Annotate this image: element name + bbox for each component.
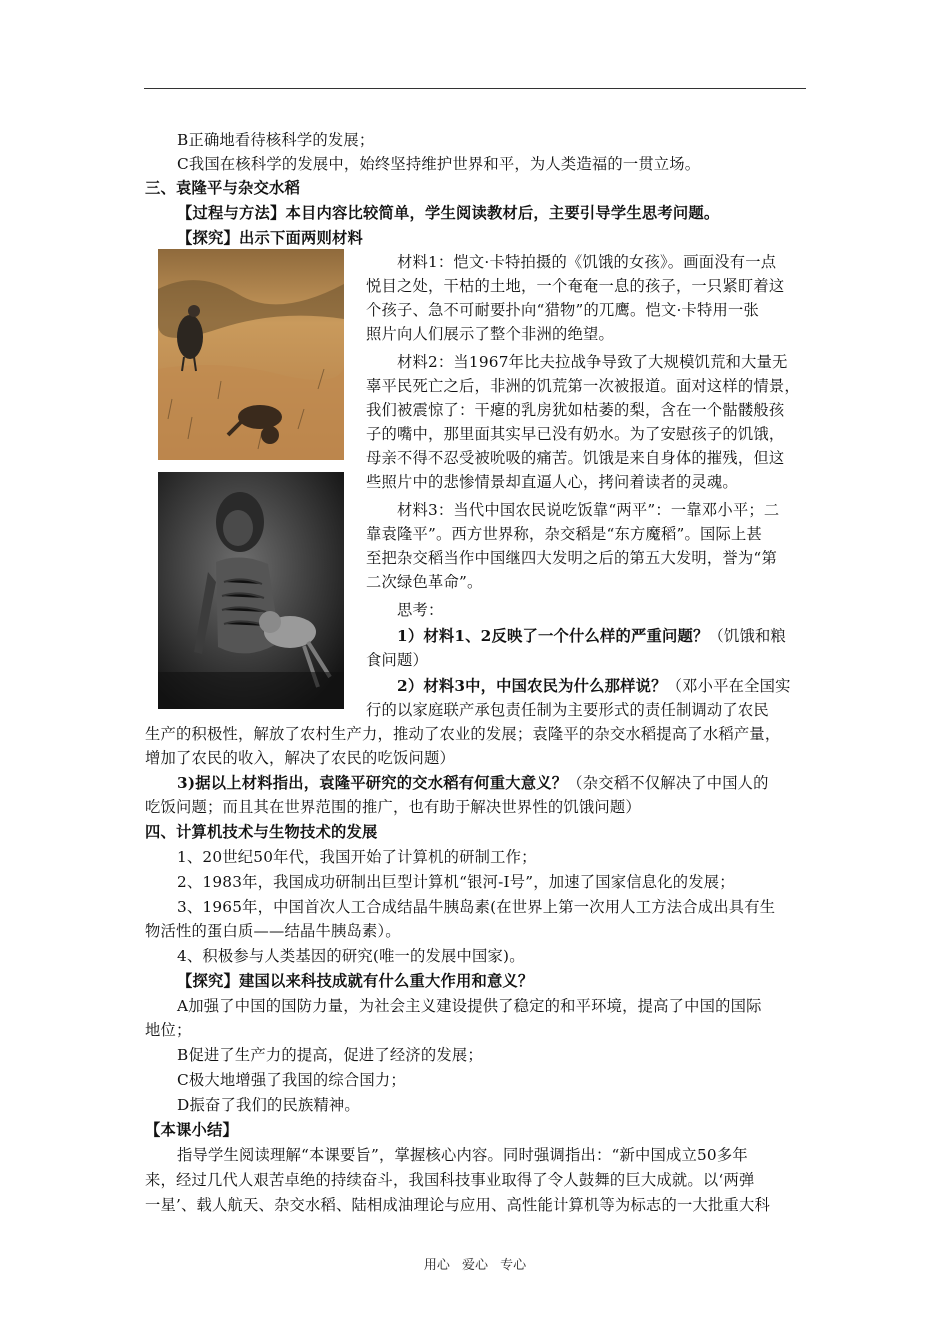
header-rule	[144, 88, 806, 89]
text-line	[145, 919, 401, 943]
text-segment: 食问题）	[366, 651, 428, 669]
famine-mother-child-photo	[158, 472, 344, 709]
text-line	[366, 648, 428, 672]
vulture-child-image	[158, 249, 344, 460]
text-line	[366, 674, 791, 698]
text-line	[366, 698, 769, 722]
text-segment: B促进了生产力的提高，促进了经济的发展；	[177, 1046, 483, 1064]
text-line	[177, 944, 525, 968]
text-line	[177, 1143, 748, 1167]
text-segment: 增加了农民的收入，解决了农民的吃饭问题）	[145, 749, 455, 767]
text-segment: （饥饿和粮	[708, 627, 786, 645]
bold-segment: 【本课小结】	[145, 1121, 238, 1139]
text-segment: 来，经过几代人艰苦卓绝的持续奋斗，我国科技事业取得了令人鼓舞的巨大成就。以‘两弹	[145, 1171, 755, 1189]
text-line	[145, 1193, 770, 1217]
text-segment: 物活性的蛋白质——结晶牛胰岛素）。	[145, 922, 401, 940]
text-line	[177, 1068, 406, 1092]
text-line: 材料2：当1967年比夫拉战争导致了大规模饥荒和大量无	[366, 353, 788, 371]
text-line	[145, 1118, 238, 1142]
text-line: 【过程与方法】本目内容比较简单，学生阅读教材后，主要引导学生思考问题。	[177, 204, 720, 222]
text-line: 我们被震惊了：干瘪的乳房犹如枯萎的梨，含在一个骷髅般孩	[366, 401, 785, 419]
text-line	[177, 969, 533, 993]
text-line: C我国在核科学的发展中，始终坚持维护世界和平，为人类造福的一贯立场。	[177, 155, 701, 173]
page-footer	[0, 1254, 950, 1273]
starving-girl-photo	[158, 249, 344, 460]
text-segment: 吃饭问题；而且其在世界范围的推广，也有助于解决世界性的饥饿问题）	[145, 798, 641, 816]
text-line	[145, 746, 455, 770]
text-line	[177, 994, 762, 1018]
text-line	[145, 1018, 192, 1042]
text-line: 辜平民死亡之后，非洲的饥荒第一次被报道。面对这样的情景，	[366, 377, 800, 395]
text-segment: 4、积极参与人类基因的研究(唯一的发展中国家)。	[177, 947, 525, 965]
text-line	[145, 795, 641, 819]
text-segment: 一星’、载人航天、杂交水稻、陆相成油理论与应用、高性能计算机等为标志的一大批重大科	[145, 1196, 770, 1214]
text-line	[177, 771, 769, 795]
text-segment: 指导学生阅读理解“本课要旨”，掌握核心内容。同时强调指出：“新中国成立50多年	[177, 1146, 748, 1164]
text-line	[177, 870, 735, 894]
bold-segment: 四、计算机技术与生物技术的发展	[145, 823, 378, 841]
text-line	[145, 820, 377, 844]
text-line: 子的嘴中，那里面其实早已没有奶水。为了安慰孩子的饥饿，	[366, 425, 785, 443]
text-segment: A加强了中国的国防力量，为社会主义建设提供了稳定的和平环境，提高了中国的国际	[177, 997, 762, 1015]
text-line	[177, 1043, 483, 1067]
bold-segment: 2）材料3中，中国农民为什么那样说？	[366, 677, 667, 695]
text-line	[145, 1168, 754, 1192]
text-segment: 地位；	[145, 1021, 192, 1039]
text-line: 些照片中的悲惨情景却直逼人心，拷问着读者的灵魂。	[366, 473, 738, 491]
text-line: 照片向人们展示了整个非洲的绝望。	[366, 325, 614, 343]
text-line	[177, 845, 537, 869]
text-line	[366, 624, 786, 648]
text-segment: 3、1965年，中国首次人工合成结晶牛胰岛素(在世界上第一次用人工方法合成出具有生	[177, 898, 776, 916]
text-segment: D振奋了我们的民族精神。	[177, 1096, 360, 1114]
text-line: 思考：	[366, 601, 444, 619]
bold-segment: 1）材料1、2反映了一个什么样的严重问题？	[366, 627, 709, 645]
text-line	[177, 895, 775, 919]
text-line: 母亲不得不忍受被吮吸的痛苦。饥饿是来自身体的摧残，但这	[366, 449, 785, 467]
footer-word: 爱心	[461, 1258, 488, 1273]
text-line: 材料3：当代中国农民说吃饭靠“两平”：一靠邓小平；二	[366, 501, 780, 519]
text-line: B正确地看待核科学的发展；	[177, 131, 375, 149]
text-line: 三、袁隆平与杂交水稻	[145, 179, 300, 197]
text-line	[177, 1093, 360, 1117]
text-line: 至把杂交稻当作中国继四大发明之后的第五大发明，誉为“第	[366, 549, 777, 567]
text-line: 二次绿色革命”。	[366, 573, 483, 591]
bold-segment: 【探究】建国以来科技成就有什么重大作用和意义？	[177, 972, 534, 990]
mother-child-image	[158, 472, 344, 709]
text-line: 靠袁隆平”。西方世界称，杂交稻是“东方魔稻”。国际上甚	[366, 525, 762, 543]
text-line: 个孩子、急不可耐要扑向“猎物”的兀鹰。恺文·卡特用一张	[366, 301, 760, 319]
text-segment: （邓小平在全国实	[666, 677, 791, 695]
text-line: 【探究】出示下面两则材料	[177, 229, 363, 247]
bold-segment: 3)据以上材料指出，袁隆平研究的交水稻有何重大意义？	[177, 774, 568, 792]
text-segment: 行的以家庭联产承包责任制为主要形式的责任制调动了农民	[366, 701, 769, 719]
text-line: 材料1：恺文·卡特拍摄的《饥饿的女孩》。画面没有一点	[366, 253, 777, 271]
text-segment: （杂交稻不仅解决了中国人的	[567, 774, 769, 792]
text-line	[145, 722, 780, 746]
text-line: 悦目之处，干枯的土地，一个奄奄一息的孩子，一只紧盯着这	[366, 277, 785, 295]
text-segment: 生产的积极性，解放了农村生产力，推动了农业的发展；袁隆平的杂交水稻提高了水稻产量，	[145, 725, 781, 743]
footer-word: 专心	[500, 1258, 527, 1273]
text-segment: 1、20世纪50年代，我国开始了计算机的研制工作；	[177, 848, 537, 866]
text-segment: 2、1983年，我国成功研制出巨型计算机“银河-Ⅰ号”，加速了国家信息化的发展；	[177, 873, 735, 891]
text-segment: C极大地增强了我国的综合国力；	[177, 1071, 406, 1089]
footer-word: 用心	[423, 1258, 450, 1273]
